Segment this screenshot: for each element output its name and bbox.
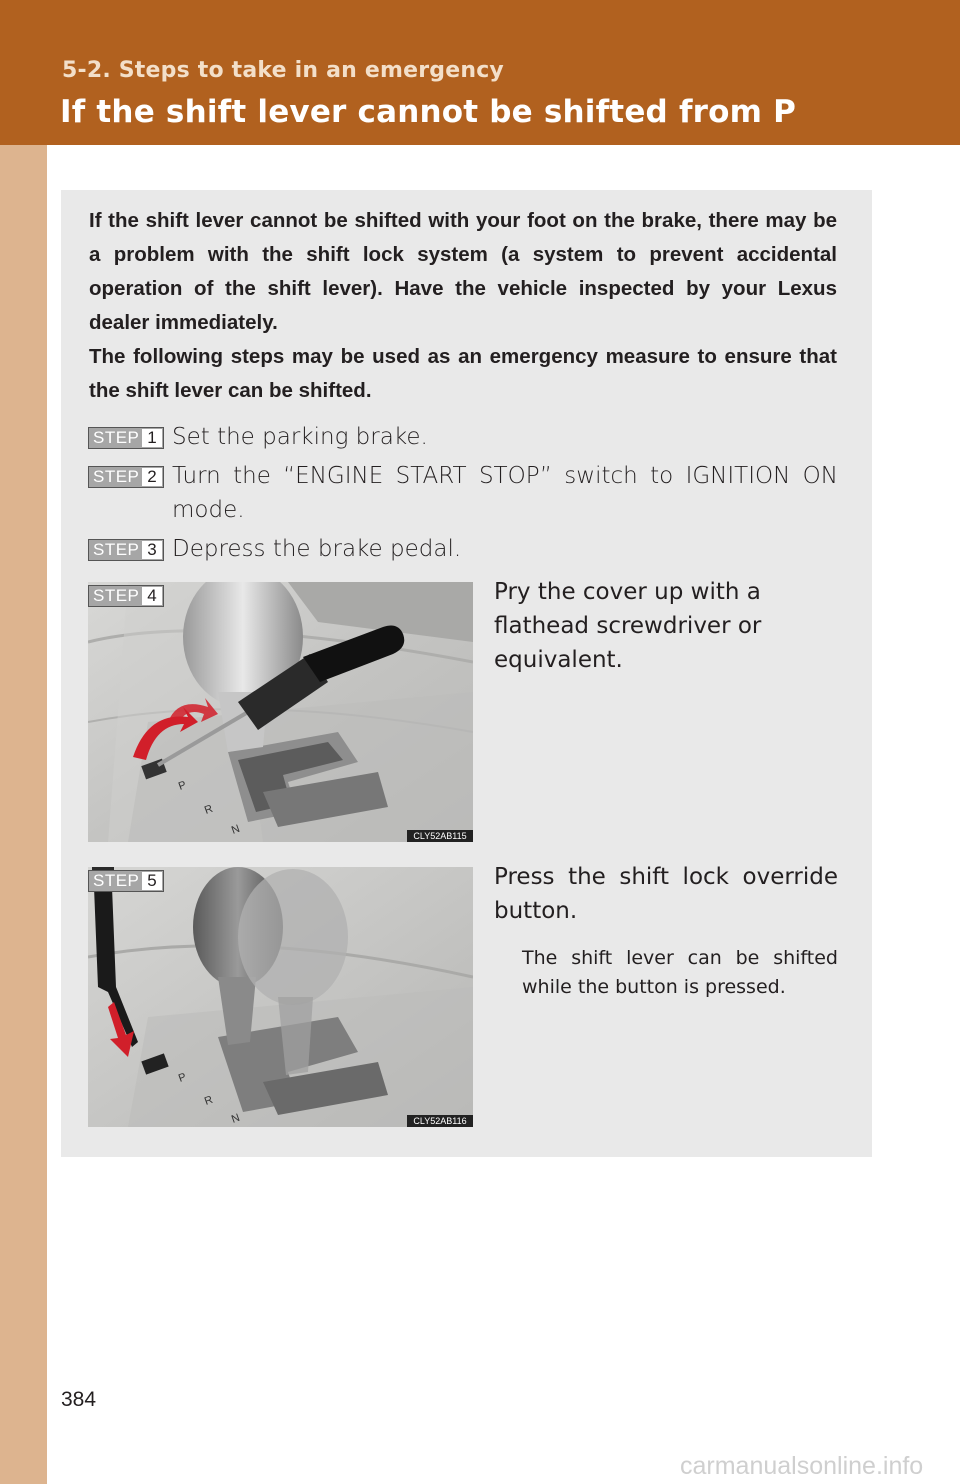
svg-text:P: P xyxy=(176,779,188,793)
watermark: carmanualsonline.info xyxy=(680,1452,924,1480)
step-3-text: Depress the brake pedal. xyxy=(172,536,462,562)
step-badge-3 xyxy=(88,539,164,561)
page-number: 384 xyxy=(61,1388,97,1411)
intro-text xyxy=(89,204,837,408)
svg-text:P: P xyxy=(176,1071,188,1085)
step-label: STEP xyxy=(93,586,140,605)
page-title: If the shift lever cannot be shifted from P xyxy=(60,94,797,130)
step-badge-4 xyxy=(88,585,164,607)
step-badge-5 xyxy=(88,870,164,892)
step-label: STEP xyxy=(93,467,140,486)
step-5-illustration xyxy=(88,867,473,1127)
step-number: 5 xyxy=(142,872,162,890)
step-number: 1 xyxy=(142,429,162,447)
step-2-text: Turn the “ENGINE START STOP” switch to IGNITION ON mode. xyxy=(172,463,838,523)
section-title: 5-2. Steps to take in an emergency xyxy=(62,58,504,83)
step-number: 4 xyxy=(142,587,162,605)
step-badge-2 xyxy=(88,466,164,488)
step-4-text: Pry the cover up with a flathead screwdriver or equivalent. xyxy=(494,579,762,673)
shift-lever-cover-illustration xyxy=(88,582,473,842)
step-5-note: The shift lever can be shifted while the button is pressed. xyxy=(522,947,838,998)
step-label: STEP xyxy=(93,871,140,890)
intro-paragraph-2: The following steps may be used as an emergency measure to ensure that the shift lever can be shifted. xyxy=(89,345,837,402)
svg-text:N: N xyxy=(229,822,242,837)
step-label: STEP xyxy=(93,540,140,559)
step-5-text: Press the shift lock override button. xyxy=(494,864,838,924)
chapter-header xyxy=(0,0,960,145)
side-strip xyxy=(0,145,47,1484)
step-badge-1 xyxy=(88,427,164,449)
step-number: 3 xyxy=(142,541,162,559)
intro-paragraph-1: If the shift lever cannot be shifted with your foot on the brake, there may be a problem with the shift lock system (a system to prevent accidental operation of the shift lever). Have the vehicle inspected by your Lexus dealer immediately. xyxy=(89,209,837,334)
figure-code: CLY52AB116 xyxy=(407,1115,473,1127)
step-1-text: Set the parking brake. xyxy=(172,424,428,450)
step-number: 2 xyxy=(142,468,162,486)
step-label: STEP xyxy=(93,428,140,447)
svg-text:R: R xyxy=(202,1093,215,1108)
svg-text:R: R xyxy=(202,802,215,817)
shift-lock-override-illustration xyxy=(88,867,473,1127)
figure-code: CLY52AB115 xyxy=(407,830,473,842)
svg-text:N: N xyxy=(229,1111,242,1126)
step-4-illustration xyxy=(88,582,473,842)
